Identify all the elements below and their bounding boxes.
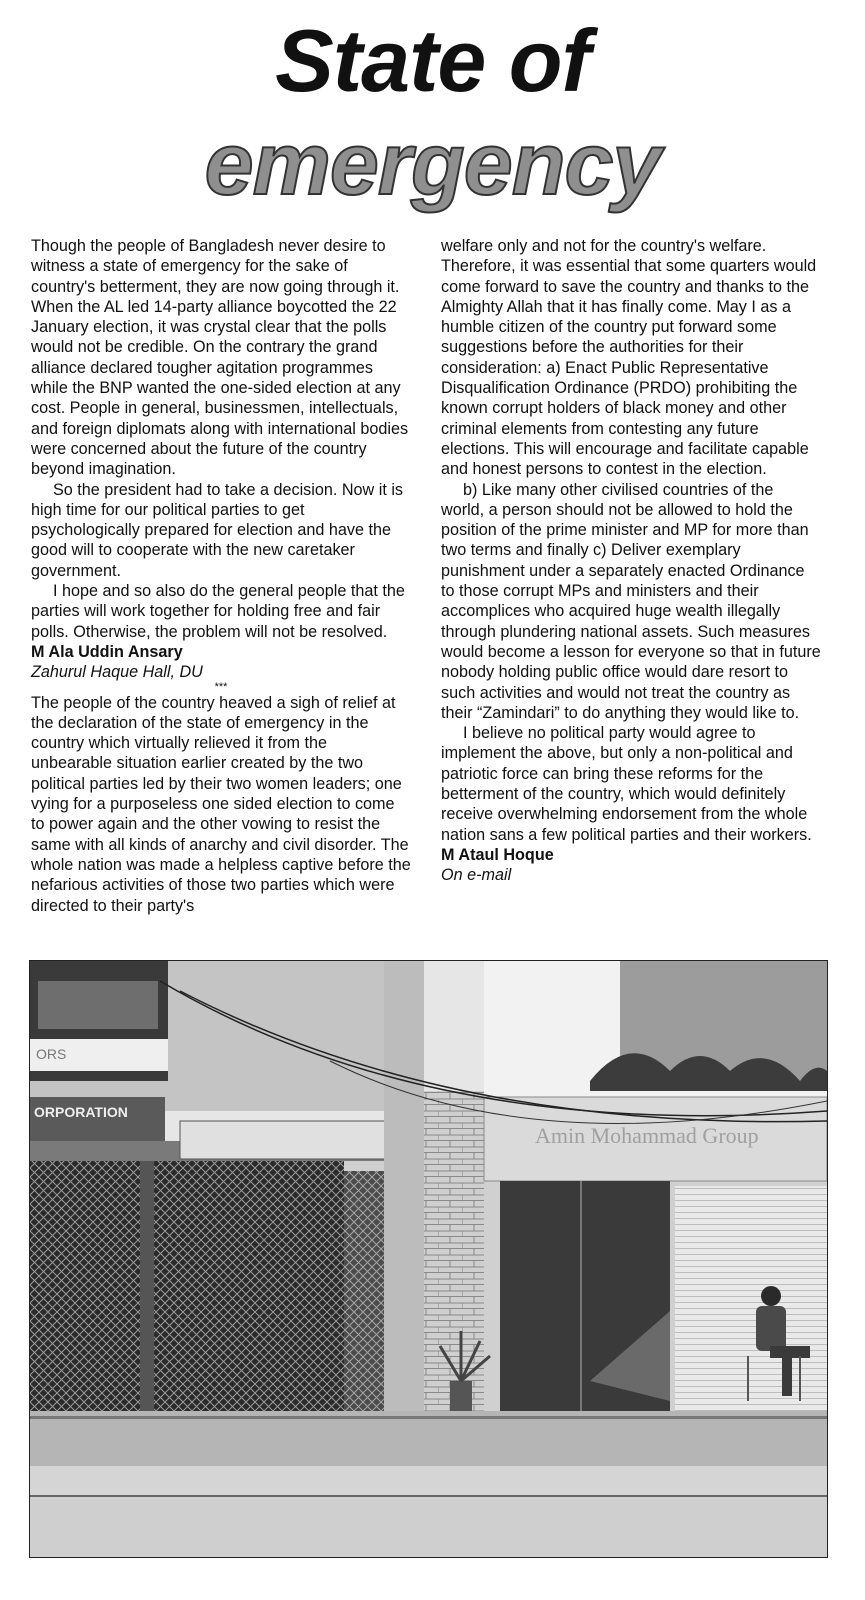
letter2-paragraph-1a: The people of the country heaved a sigh of relief at the declaration of the state of emergency in the country which virtually relieved it from the unbearable situation earlier created by the two political parties led by their two women leaders; one vying for a purposeless one sided election to come to power again and the other vowing to resist the same with all kinds of anarchy and civil disorder. The whole nation was made a helpless captive before the nefarious activities of those two parties which were directed to their party's — [31, 693, 411, 915]
svg-text:ORS: ORS — [36, 1046, 67, 1062]
headline-line-2: emergency — [204, 114, 661, 213]
headline-line-1: State of — [275, 11, 590, 110]
letter1-paragraph-3: I hope and so also do the general people that the parties will work together for holding free and fair polls. Otherwise, the problem will not be resolved. — [31, 582, 405, 641]
svg-text:Amin Mohammad Group: Amin Mohammad Group — [535, 1123, 759, 1148]
street-photo — [29, 960, 828, 1558]
svg-text:ORPORATION: ORPORATION — [34, 1104, 128, 1120]
column-right — [441, 236, 821, 886]
letter2-paragraph-1b: welfare only and not for the country's welfare. Therefore, it was essential that some quarters would come forward to save the country and thanks to the Almighty Allah that it has finally come. May I as a humble citizen of the country put forward some suggestions before the authorities for their consideration: a) Enact Public Representative Disqualification Ordinance (PRDO) prohibiting the known corrupt holders of black money and other criminal elements from contesting any future elections. This will encourage and facilitate capable and honest persons to contest in the election. — [441, 237, 817, 479]
letter1-author: M Ala Uddin Ansary — [31, 642, 183, 661]
letter2-paragraph-3: I believe no political party would agree to implement the above, but only a non-political and patriotic force can bring these reforms for the betterment of the country, which would definitely receive overwhelming endorsement from the whole nation sans a few political parties and their workers. — [441, 724, 812, 844]
letter2-location: On e-mail — [441, 866, 512, 885]
letter1-location: Zahurul Haque Hall, DU — [31, 663, 203, 682]
separator-stars: *** — [214, 680, 228, 693]
letter1-paragraph-2: So the president had to take a decision. Now it is high time for our political parties to get psychologically prepared for election and have the good will to cooperate with the new caretaker government. — [31, 480, 404, 580]
column-left — [31, 236, 411, 916]
billboard-left — [30, 961, 168, 1081]
letter1-paragraph-1: Though the people of Bangladesh never desire to witness a state of emergency for the sake of country's betterment, they are now going through it. When the AL led 14-party alliance boycotted the 22 January election, it was crystal clear that the polls would not be credible. On the contrary the grand alliance declared tougher agitation programmes while the BNP wanted the one-sided election at any cost. People in general, businessmen, intellectuals, and foreign diplomats along with international bodies were concerned about the future of the country beyond imagination. — [31, 237, 409, 479]
letter2-author: M Ataul Hoque — [441, 845, 554, 864]
letter2-paragraph-2: b) Like many other civilised countries of the world, a person should not be allowed to hold the position of the prime minister and MP for more than two terms and finally c) Deliver exemplary punishment under a separately enacted Ordinance to those corrupt MPs and ministers and their accomplices who acquired huge wealth illegally through plundering national assets. Such measures would become a lesson for everyone so that in future nobody holding public office would dare resort to such activities and would not treat the country as their “Zamindari” to do anything they would like to. — [441, 480, 821, 722]
